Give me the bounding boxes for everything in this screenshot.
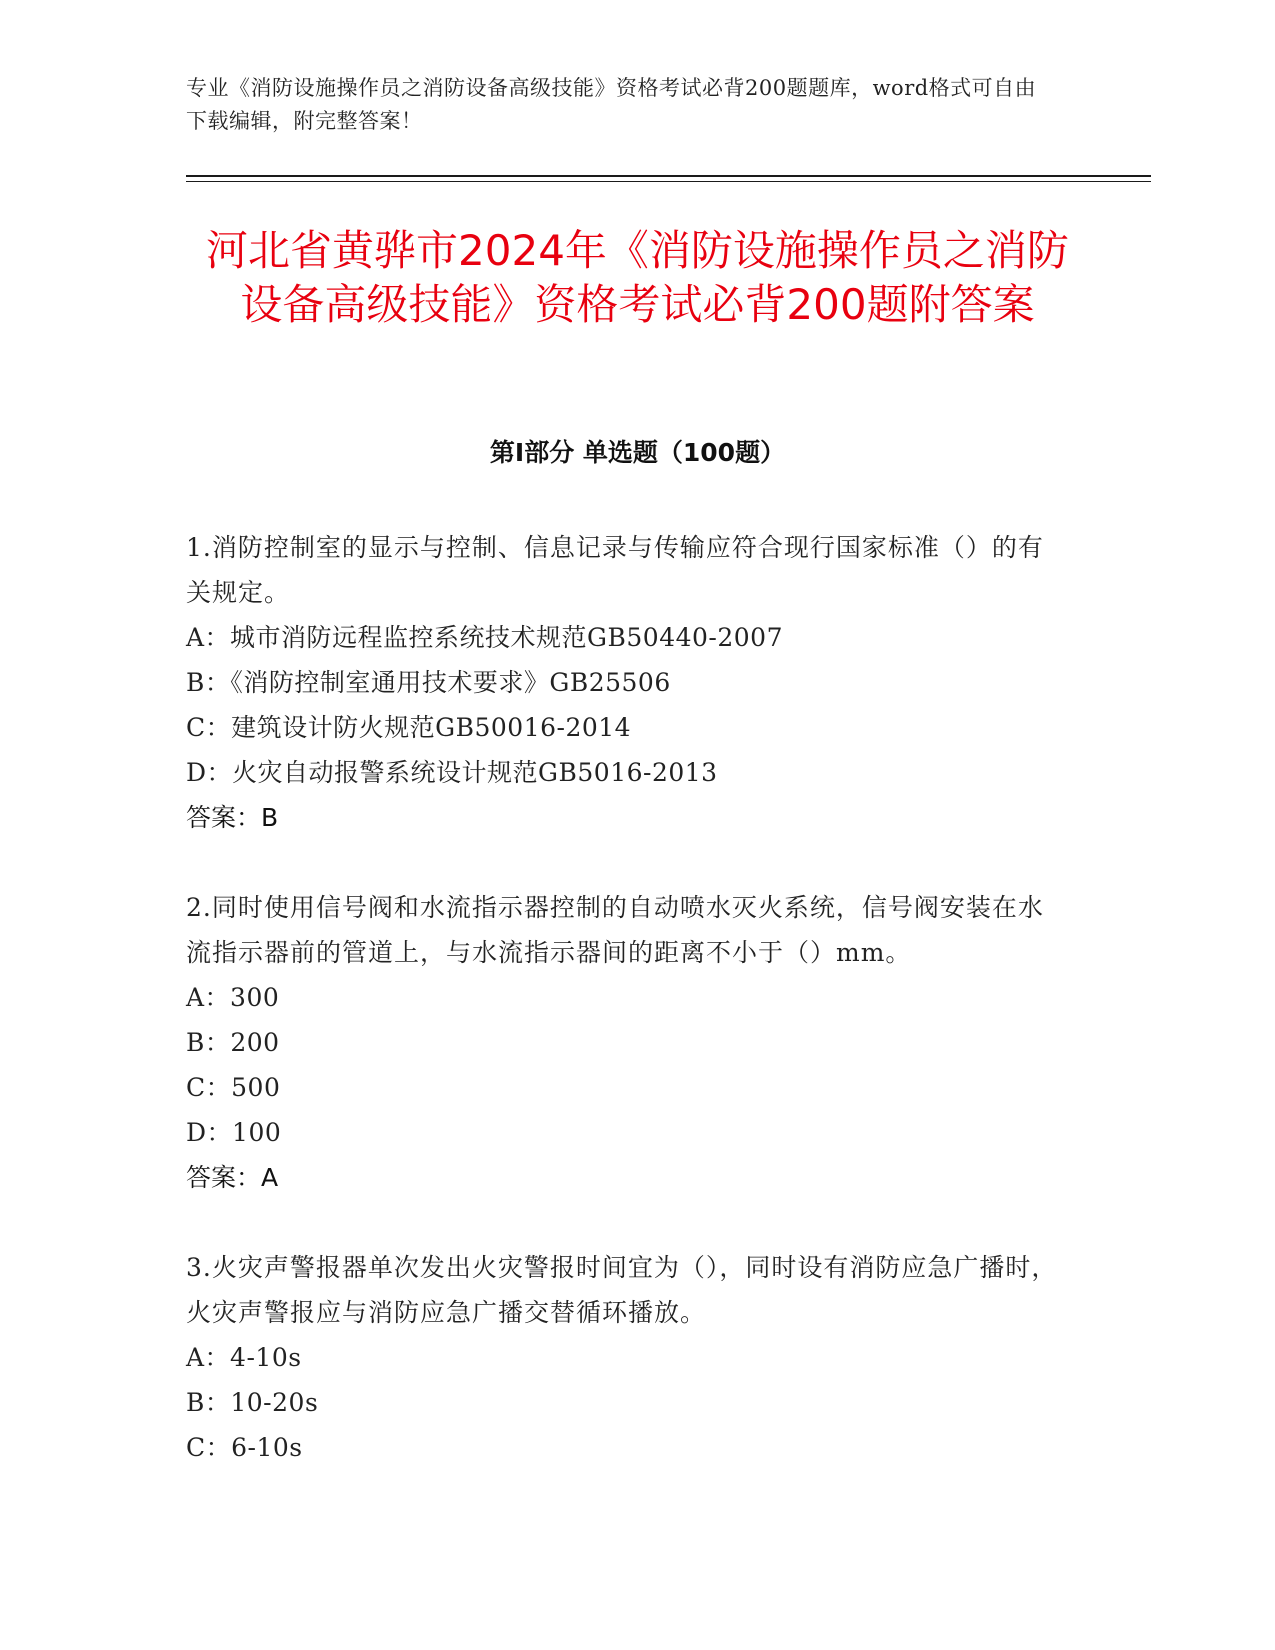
option-c: C：500 <box>186 1073 281 1102</box>
option-b: B：10-20s <box>186 1388 319 1417</box>
question-2 <box>186 885 1066 1200</box>
question-stem: 2.同时使用信号阀和水流指示器控制的自动喷水灭火系统，信号阀安装在水流指示器前的管道上，与水流指示器间的距离不小于（）mm。 <box>186 893 1044 967</box>
option-c: C：6-10s <box>186 1433 303 1462</box>
header-divider-thick <box>186 175 1151 177</box>
question-3 <box>186 1245 1066 1470</box>
section-heading: 第I部分 单选题（100题） <box>489 438 786 467</box>
header-divider-thin <box>186 181 1151 182</box>
document-title: 河北省黄骅市2024年《消防设施操作员之消防设备高级技能》资格考试必背200题附答案 <box>206 226 1069 329</box>
option-a: A：300 <box>186 983 280 1012</box>
answer: 答案：B <box>186 803 279 832</box>
question-stem: 1.消防控制室的显示与控制、信息记录与传输应符合现行国家标准（）的有关规定。 <box>186 533 1044 607</box>
header-note: 专业《消防设施操作员之消防设备高级技能》资格考试必背200题题库，word格式可自由下载编辑，附完整答案！ <box>186 76 1037 133</box>
question-stem: 3.火灾声警报器单次发出火灾警报时间宜为（），同时设有消防应急广播时，火灾声警报应与消防应急广播交替循环播放。 <box>186 1253 1058 1327</box>
option-c: C：建筑设计防火规范GB50016-2014 <box>186 713 632 742</box>
option-d: D：100 <box>186 1118 282 1147</box>
option-b: B：200 <box>186 1028 280 1057</box>
option-a: A：城市消防远程监控系统技术规范GB50440-2007 <box>186 623 783 652</box>
option-b: B：《消防控制室通用技术要求》GB25506 <box>186 668 671 697</box>
answer: 答案：A <box>186 1163 279 1192</box>
option-d: D：火灾自动报警系统设计规范GB5016-2013 <box>186 758 718 787</box>
option-a: A：4-10s <box>186 1343 302 1372</box>
question-1 <box>186 525 1066 840</box>
